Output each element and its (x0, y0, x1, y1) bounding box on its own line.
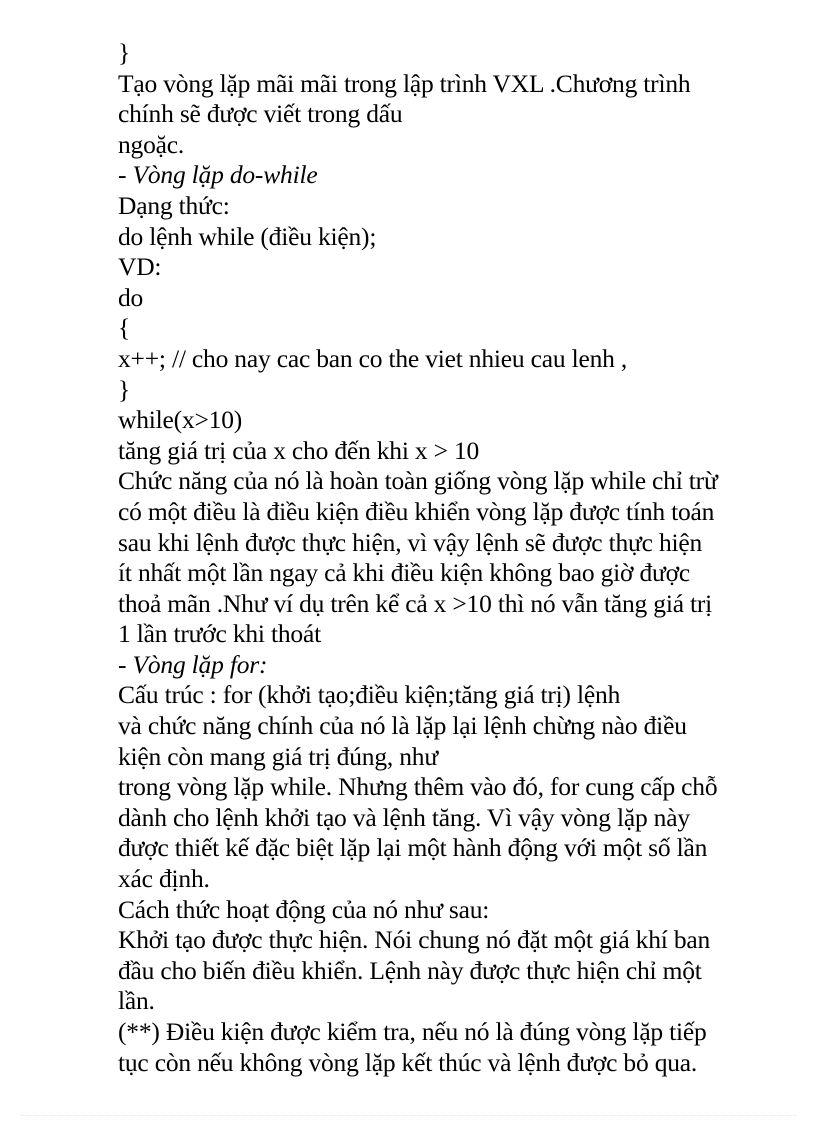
text-line: VD: (118, 252, 162, 282)
text-line: } (118, 38, 131, 67)
text-line: ít nhất một lần ngay cả khi điều kiện không bao giờ được (118, 558, 691, 588)
text-line: sau khi lệnh được thực hiện, vì vậy lệnh sẽ được thực hiện (118, 527, 703, 557)
text-line: do lệnh while (điều kiện); (118, 221, 377, 251)
text-line: x++; // cho nay cac ban co the viet nhieu cau lenh , (118, 343, 628, 373)
text-line: Tạo vòng lặp mãi mãi trong lập trình VXL .Chương trình (118, 68, 691, 98)
text-line: Chức năng của nó là hoàn toàn giống vòng lặp while chỉ trừ (118, 466, 718, 496)
text-line: đầu cho biến điều khiển. Lệnh này được thực hiện chỉ một (118, 955, 702, 985)
text-line: (**) Điều kiện được kiểm tra, nếu nó là đúng vòng lặp tiếp (118, 1017, 707, 1046)
text-line: tục còn nếu không vòng lặp kết thúc và lệnh được bỏ qua. (118, 1047, 698, 1077)
text-line: while(x>10) (118, 405, 243, 435)
text-line: Cách thức hoạt động của nó như sau: (118, 894, 490, 924)
text-line: và chức năng chính của nó là lặp lại lệnh chừng nào điều (118, 711, 687, 741)
text-line: lần. (118, 986, 155, 1016)
text-line: trong vòng lặp while. Nhưng thêm vào đó, for cung cấp chỗ (118, 772, 718, 802)
page-bottom-divider (20, 1115, 796, 1116)
text-line: ngoặc. (118, 129, 185, 159)
text-line: } (118, 374, 131, 404)
text-line: 1 lần trước khi thoát (118, 619, 321, 649)
text-line: Cấu trúc : for (khởi tạo;điều kiện;tăng giá trị) lệnh (118, 680, 621, 710)
text-line: { (118, 313, 131, 343)
text-line: tăng giá trị của x cho đến khi x > 10 (118, 435, 480, 465)
text-line: do (118, 282, 144, 312)
text-line: Dạng thức: (118, 190, 230, 220)
section-heading: - Vòng lặp do-while (118, 160, 318, 190)
text-line: thoả mãn .Như ví dụ trên kể cả x >10 thì nó vẫn tăng giá trị (118, 588, 713, 618)
text-line: xác định. (118, 864, 210, 894)
text-line: có một điều là điều kiện điều khiển vòng lặp được tính toán (118, 496, 715, 526)
text-line: kiện còn mang giá trị đúng, như (118, 741, 438, 771)
text-line: Khởi tạo được thực hiện. Nói chung nó đặt một giá khí ban (118, 925, 711, 955)
section-heading: - Vòng lặp for: (118, 649, 268, 679)
text-line: được thiết kế đặc biệt lặp lại một hành động với một số lần (118, 833, 708, 863)
document-body (118, 38, 788, 1078)
text-line: dành cho lệnh khởi tạo và lệnh tăng. Vì vậy vòng lặp này (118, 802, 690, 832)
text-line: chính sẽ được viết trong dấu (118, 99, 403, 129)
